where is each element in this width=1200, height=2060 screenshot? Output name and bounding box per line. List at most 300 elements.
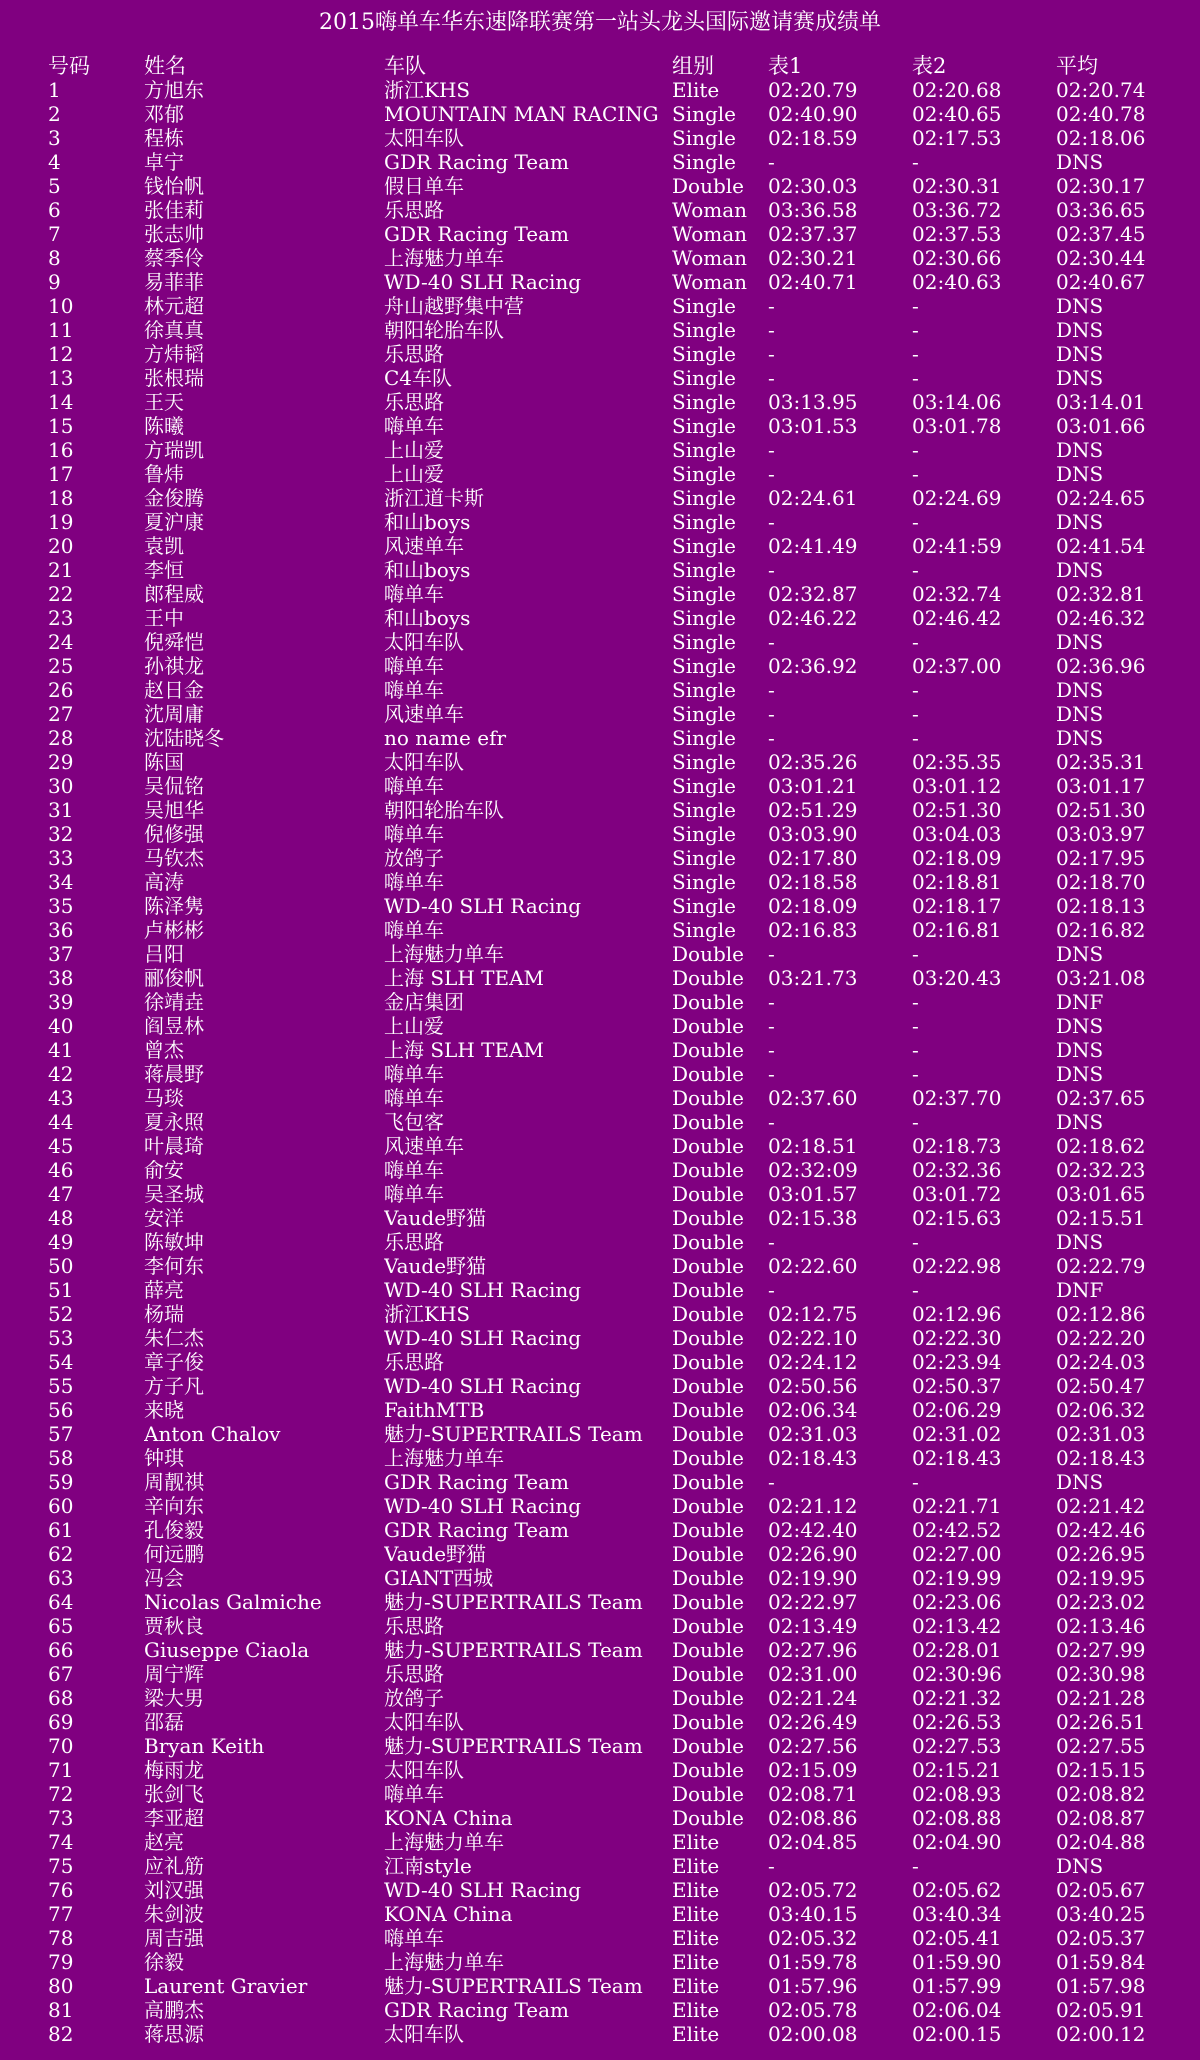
cell-average: 02:12.86 [1056,1302,1146,1326]
cell-run2: 02:23.06 [912,1590,1002,1614]
cell-category: Single [672,750,737,774]
table-row [48,822,1188,846]
cell-team: 和山boys [384,606,471,630]
header-name: 姓名 [144,54,186,78]
cell-run2: - [912,462,919,486]
cell-team: 太阳车队 [384,750,464,774]
cell-category: Double [672,1014,744,1038]
cell-team: 假日单车 [384,174,464,198]
cell-run2: 02:40.63 [912,270,1002,294]
cell-name: 王天 [144,390,184,414]
cell-category: Elite [672,78,720,102]
cell-run1: - [768,1470,775,1494]
table-row [48,1878,1188,1902]
cell-category: Single [672,558,737,582]
table-row [48,1398,1188,1422]
cell-average: 02:17.95 [1056,846,1146,870]
cell-run2: 02:37.00 [912,654,1002,678]
cell-average: 02:05.91 [1056,1998,1146,2022]
table-row [48,1470,1188,1494]
cell-run2: - [912,318,919,342]
cell-average: 02:06.32 [1056,1398,1146,1422]
cell-category: Woman [672,222,748,246]
cell-name: 吴侃铭 [144,774,204,798]
cell-run1: 02:40.90 [768,102,858,126]
cell-average: 01:57.98 [1056,1974,1146,1998]
cell-average: 02:40.67 [1056,270,1146,294]
cell-run1: - [768,462,775,486]
table-row [48,390,1188,414]
cell-run1: 02:24.61 [768,486,858,510]
table-row [48,606,1188,630]
cell-number: 25 [48,654,74,678]
table-row [48,246,1188,270]
cell-run2: 02:16.81 [912,918,1002,942]
table-row [48,1062,1188,1086]
cell-number: 52 [48,1302,74,1326]
cell-average: DNS [1056,1110,1104,1134]
cell-average: 03:14.01 [1056,390,1146,414]
cell-team: 放鸽子 [384,846,444,870]
cell-category: Single [672,390,737,414]
cell-category: Double [672,1686,744,1710]
table-row [48,894,1188,918]
table-row [48,318,1188,342]
cell-run2: 01:59.90 [912,1950,1002,1974]
cell-name: 张志帅 [144,222,204,246]
cell-number: 7 [48,222,61,246]
cell-team: 风速单车 [384,1134,464,1158]
cell-name: 陈国 [144,750,184,774]
cell-name: 张佳莉 [144,198,204,222]
cell-name: 阎昱林 [144,1014,204,1038]
header-number: 号码 [48,54,90,78]
cell-run2: 03:36.72 [912,198,1002,222]
cell-team: 朝阳轮胎车队 [384,318,504,342]
cell-category: Single [672,654,737,678]
header-run2: 表2 [912,54,947,78]
cell-team: KONA China [384,1806,513,1830]
cell-team: 金店集团 [384,990,464,1014]
cell-average: 02:22.20 [1056,1326,1146,1350]
table-row [48,1686,1188,1710]
cell-average: 02:18.70 [1056,870,1146,894]
cell-category: Single [672,294,737,318]
cell-average: DNS [1056,1038,1104,1062]
cell-name: 曾杰 [144,1038,184,1062]
cell-run1: - [768,318,775,342]
cell-name: 邓郁 [144,102,184,126]
cell-average: DNS [1056,294,1104,318]
cell-name: 蒋晨野 [144,1062,204,1086]
cell-run2: 03:04.03 [912,822,1002,846]
cell-average: 02:27.55 [1056,1734,1146,1758]
cell-number: 81 [48,1998,74,2022]
cell-average: DNS [1056,726,1104,750]
table-row [48,990,1188,1014]
cell-run1: 02:05.32 [768,1926,858,1950]
cell-average: DNS [1056,1854,1104,1878]
table-row [48,222,1188,246]
cell-run1: 03:36.58 [768,198,858,222]
cell-run2: - [912,942,919,966]
cell-number: 44 [48,1110,74,1134]
cell-team: 太阳车队 [384,1758,464,1782]
table-row [48,1974,1188,1998]
cell-team: 浙江KHS [384,1302,471,1326]
cell-category: Single [672,510,737,534]
cell-name: 沈陆晓冬 [144,726,224,750]
cell-average: 02:04.88 [1056,1830,1146,1854]
cell-run1: 03:21.73 [768,966,858,990]
cell-name: 朱仁杰 [144,1326,204,1350]
cell-run2: - [912,1038,919,1062]
cell-category: Double [672,174,744,198]
cell-average: 02:23.02 [1056,1590,1146,1614]
cell-number: 8 [48,246,61,270]
cell-team: 上山爱 [384,462,444,486]
cell-team: 乐思路 [384,1614,444,1638]
cell-category: Double [672,1422,744,1446]
cell-run2: 02:06.29 [912,1398,1002,1422]
cell-name: 来晓 [144,1398,184,1422]
cell-number: 73 [48,1806,74,1830]
cell-average: 02:18.43 [1056,1446,1146,1470]
table-row [48,1710,1188,1734]
cell-name: 张根瑞 [144,366,204,390]
cell-team: 上海魅力单车 [384,246,504,270]
cell-team: 嗨单车 [384,1062,444,1086]
table-body [48,78,1188,2046]
cell-name: 陈曦 [144,414,184,438]
cell-category: Double [672,1038,744,1062]
cell-run1: 02:13.49 [768,1614,858,1638]
cell-average: 02:26.51 [1056,1710,1146,1734]
table-row [48,1422,1188,1446]
cell-category: Elite [672,2022,720,2046]
cell-run2: 02:22.98 [912,1254,1002,1278]
header-run1: 表1 [768,54,803,78]
cell-category: Woman [672,270,748,294]
cell-run2: - [912,1854,919,1878]
cell-run1: 02:46.22 [768,606,858,630]
cell-category: Single [672,102,737,126]
table-row [48,1254,1188,1278]
cell-number: 82 [48,2022,74,2046]
cell-category: Double [672,1710,744,1734]
cell-name: 梁大男 [144,1686,204,1710]
cell-name: 程栋 [144,126,184,150]
cell-run1: 02:19.90 [768,1566,858,1590]
table-row [48,126,1188,150]
cell-name: 薛亮 [144,1278,184,1302]
cell-category: Double [672,1278,744,1302]
cell-team: 风速单车 [384,534,464,558]
header-category: 组别 [672,54,714,78]
cell-run1: 02:32.87 [768,582,858,606]
cell-category: Single [672,870,737,894]
cell-average: 02:16.82 [1056,918,1146,942]
cell-average: DNS [1056,942,1104,966]
cell-average: DNS [1056,318,1104,342]
cell-average: DNS [1056,1014,1104,1038]
table-row [48,102,1188,126]
cell-category: Single [672,702,737,726]
cell-average: 02:37.45 [1056,222,1146,246]
cell-number: 51 [48,1278,74,1302]
cell-run1: 02:21.24 [768,1686,858,1710]
cell-run1: 02:24.12 [768,1350,858,1374]
cell-name: 冯会 [144,1566,184,1590]
cell-name: 金俊腾 [144,486,204,510]
table-row [48,1086,1188,1110]
cell-category: Double [672,942,744,966]
cell-average: 02:32.81 [1056,582,1146,606]
cell-run2: - [912,1230,919,1254]
table-row [48,582,1188,606]
cell-run1: - [768,558,775,582]
cell-team: GDR Racing Team [384,1998,570,2022]
cell-run2: 02:40.65 [912,102,1002,126]
cell-run2: 02:23.94 [912,1350,1002,1374]
cell-team: 朝阳轮胎车队 [384,798,504,822]
cell-run1: 02:32:09 [768,1158,858,1182]
cell-team: 浙江道卡斯 [384,486,484,510]
table-row [48,462,1188,486]
cell-name: Laurent Gravier [144,1974,308,1998]
cell-run1: 02:30.03 [768,174,858,198]
cell-category: Single [672,414,737,438]
cell-average: 02:40.78 [1056,102,1146,126]
cell-category: Single [672,798,737,822]
cell-team: GIANT西城 [384,1566,494,1590]
cell-category: Elite [672,1878,720,1902]
cell-number: 6 [48,198,61,222]
cell-run1: 02:18.59 [768,126,858,150]
cell-number: 45 [48,1134,74,1158]
cell-number: 32 [48,822,74,846]
cell-run2: - [912,510,919,534]
cell-average: 02:13.46 [1056,1614,1146,1638]
cell-team: 嗨单车 [384,1926,444,1950]
cell-team: 上海 SLH TEAM [384,1038,544,1062]
cell-average: DNS [1056,510,1104,534]
cell-team: 舟山越野集中营 [384,294,524,318]
cell-category: Double [672,1734,744,1758]
cell-name: 吴旭华 [144,798,204,822]
cell-team: WD-40 SLH Racing [384,1494,582,1518]
table-row [48,1014,1188,1038]
cell-run2: 02:18.17 [912,894,1002,918]
cell-average: 02:30.17 [1056,174,1146,198]
cell-run1: 03:01.53 [768,414,858,438]
cell-average: 02:46.32 [1056,606,1146,630]
cell-average: 02:18.13 [1056,894,1146,918]
cell-average: 03:03.97 [1056,822,1146,846]
cell-category: Single [672,918,737,942]
cell-number: 16 [48,438,74,462]
cell-number: 24 [48,630,74,654]
cell-average: 02:21.28 [1056,1686,1146,1710]
cell-run1: 02:18.09 [768,894,858,918]
cell-name: 徐毅 [144,1950,184,1974]
cell-category: Double [672,1542,744,1566]
cell-number: 57 [48,1422,74,1446]
cell-name: Bryan Keith [144,1734,265,1758]
table-row [48,678,1188,702]
cell-name: 卓宁 [144,150,184,174]
cell-team: Vaude野猫 [384,1206,487,1230]
table-row [48,1638,1188,1662]
cell-team: 嗨单车 [384,414,444,438]
table-row [48,198,1188,222]
cell-average: 02:05.67 [1056,1878,1146,1902]
cell-team: 风速单车 [384,702,464,726]
cell-run2: 02:32.36 [912,1158,1002,1182]
cell-number: 67 [48,1662,74,1686]
table-header-row [48,54,1188,78]
cell-team: C4车队 [384,366,453,390]
cell-average: 02:27.99 [1056,1638,1146,1662]
cell-run2: 03:01.12 [912,774,1002,798]
cell-category: Single [672,726,737,750]
cell-category: Double [672,1230,744,1254]
cell-number: 23 [48,606,74,630]
cell-number: 79 [48,1950,74,1974]
cell-number: 40 [48,1014,74,1038]
table-row [48,1758,1188,1782]
cell-number: 29 [48,750,74,774]
cell-run1: 03:01.57 [768,1182,858,1206]
cell-name: 王中 [144,606,184,630]
cell-team: GDR Racing Team [384,1518,570,1542]
cell-average: 01:59.84 [1056,1950,1146,1974]
cell-run1: 02:37.37 [768,222,858,246]
cell-run2: - [912,1062,919,1086]
cell-team: 上海 SLH TEAM [384,966,544,990]
table-row [48,1518,1188,1542]
results-table [48,54,1188,2046]
cell-run1: 02:17.80 [768,846,858,870]
cell-team: GDR Racing Team [384,222,570,246]
cell-average: DNS [1056,366,1104,390]
cell-run1: - [768,990,775,1014]
cell-team: WD-40 SLH Racing [384,1326,582,1350]
cell-run2: - [912,558,919,582]
cell-number: 46 [48,1158,74,1182]
cell-category: Single [672,366,737,390]
cell-run1: - [768,678,775,702]
table-row [48,966,1188,990]
cell-average: 02:24.03 [1056,1350,1146,1374]
cell-category: Elite [672,1950,720,1974]
cell-average: 02:24.65 [1056,486,1146,510]
cell-name: 何远鹏 [144,1542,204,1566]
cell-number: 39 [48,990,74,1014]
cell-name: 赵日金 [144,678,204,702]
cell-team: 嗨单车 [384,870,444,894]
cell-team: 浙江KHS [384,78,471,102]
cell-category: Single [672,438,737,462]
cell-run1: 02:20.79 [768,78,858,102]
cell-team: KONA China [384,1902,513,1926]
cell-number: 65 [48,1614,74,1638]
cell-category: Single [672,606,737,630]
cell-number: 35 [48,894,74,918]
cell-name: 张剑飞 [144,1782,204,1806]
cell-run1: 02:26.49 [768,1710,858,1734]
cell-category: Double [672,1134,744,1158]
cell-run2: 02:18.73 [912,1134,1002,1158]
cell-average: 03:36.65 [1056,198,1146,222]
table-row [48,942,1188,966]
cell-run1: - [768,150,775,174]
table-row [48,342,1188,366]
page-title: 2015嗨单车华东速降联赛第一站头龙头国际邀请赛成绩单 [319,10,881,35]
cell-category: Double [672,1302,744,1326]
cell-number: 33 [48,846,74,870]
cell-run1: - [768,1014,775,1038]
cell-name: 高涛 [144,870,184,894]
table-row [48,630,1188,654]
cell-name: 李亚超 [144,1806,204,1830]
cell-run1: 02:18.58 [768,870,858,894]
cell-run2: - [912,150,919,174]
cell-average: 02:42.46 [1056,1518,1146,1542]
cell-name: 易菲菲 [144,270,204,294]
cell-average: DNS [1056,558,1104,582]
cell-name: 方旭东 [144,78,204,102]
table-row [48,414,1188,438]
cell-name: 周宁辉 [144,1662,204,1686]
cell-run2: - [912,342,919,366]
cell-run2: - [912,438,919,462]
cell-run2: 02:50.37 [912,1374,1002,1398]
table-row [48,1302,1188,1326]
cell-number: 80 [48,1974,74,1998]
cell-run2: 02:20.68 [912,78,1002,102]
cell-number: 13 [48,366,74,390]
table-row [48,870,1188,894]
table-row [48,558,1188,582]
cell-average: 02:30.98 [1056,1662,1146,1686]
cell-run2: 02:41:59 [912,534,1002,558]
cell-run1: 02:36.92 [768,654,858,678]
cell-run1: - [768,1110,775,1134]
cell-name: 徐真真 [144,318,204,342]
cell-number: 47 [48,1182,74,1206]
cell-run2: 02:15.21 [912,1758,1002,1782]
cell-run2: 02:06.04 [912,1998,1002,2022]
cell-average: DNS [1056,702,1104,726]
cell-team: 乐思路 [384,1662,444,1686]
cell-run1: 02:15.09 [768,1758,858,1782]
cell-team: 嗨单车 [384,822,444,846]
cell-team: 上山爱 [384,1014,444,1038]
cell-number: 71 [48,1758,74,1782]
cell-number: 1 [48,78,61,102]
cell-run2: - [912,1278,919,1302]
cell-average: 02:20.74 [1056,78,1146,102]
cell-run1: 02:27.56 [768,1734,858,1758]
cell-average: 03:01.66 [1056,414,1146,438]
table-row [48,510,1188,534]
cell-name: 鲁炜 [144,462,184,486]
cell-team: 魅力-SUPERTRAILS Team [384,1590,643,1614]
table-row [48,366,1188,390]
cell-run2: 02:30.66 [912,246,1002,270]
cell-category: Double [672,1254,744,1278]
